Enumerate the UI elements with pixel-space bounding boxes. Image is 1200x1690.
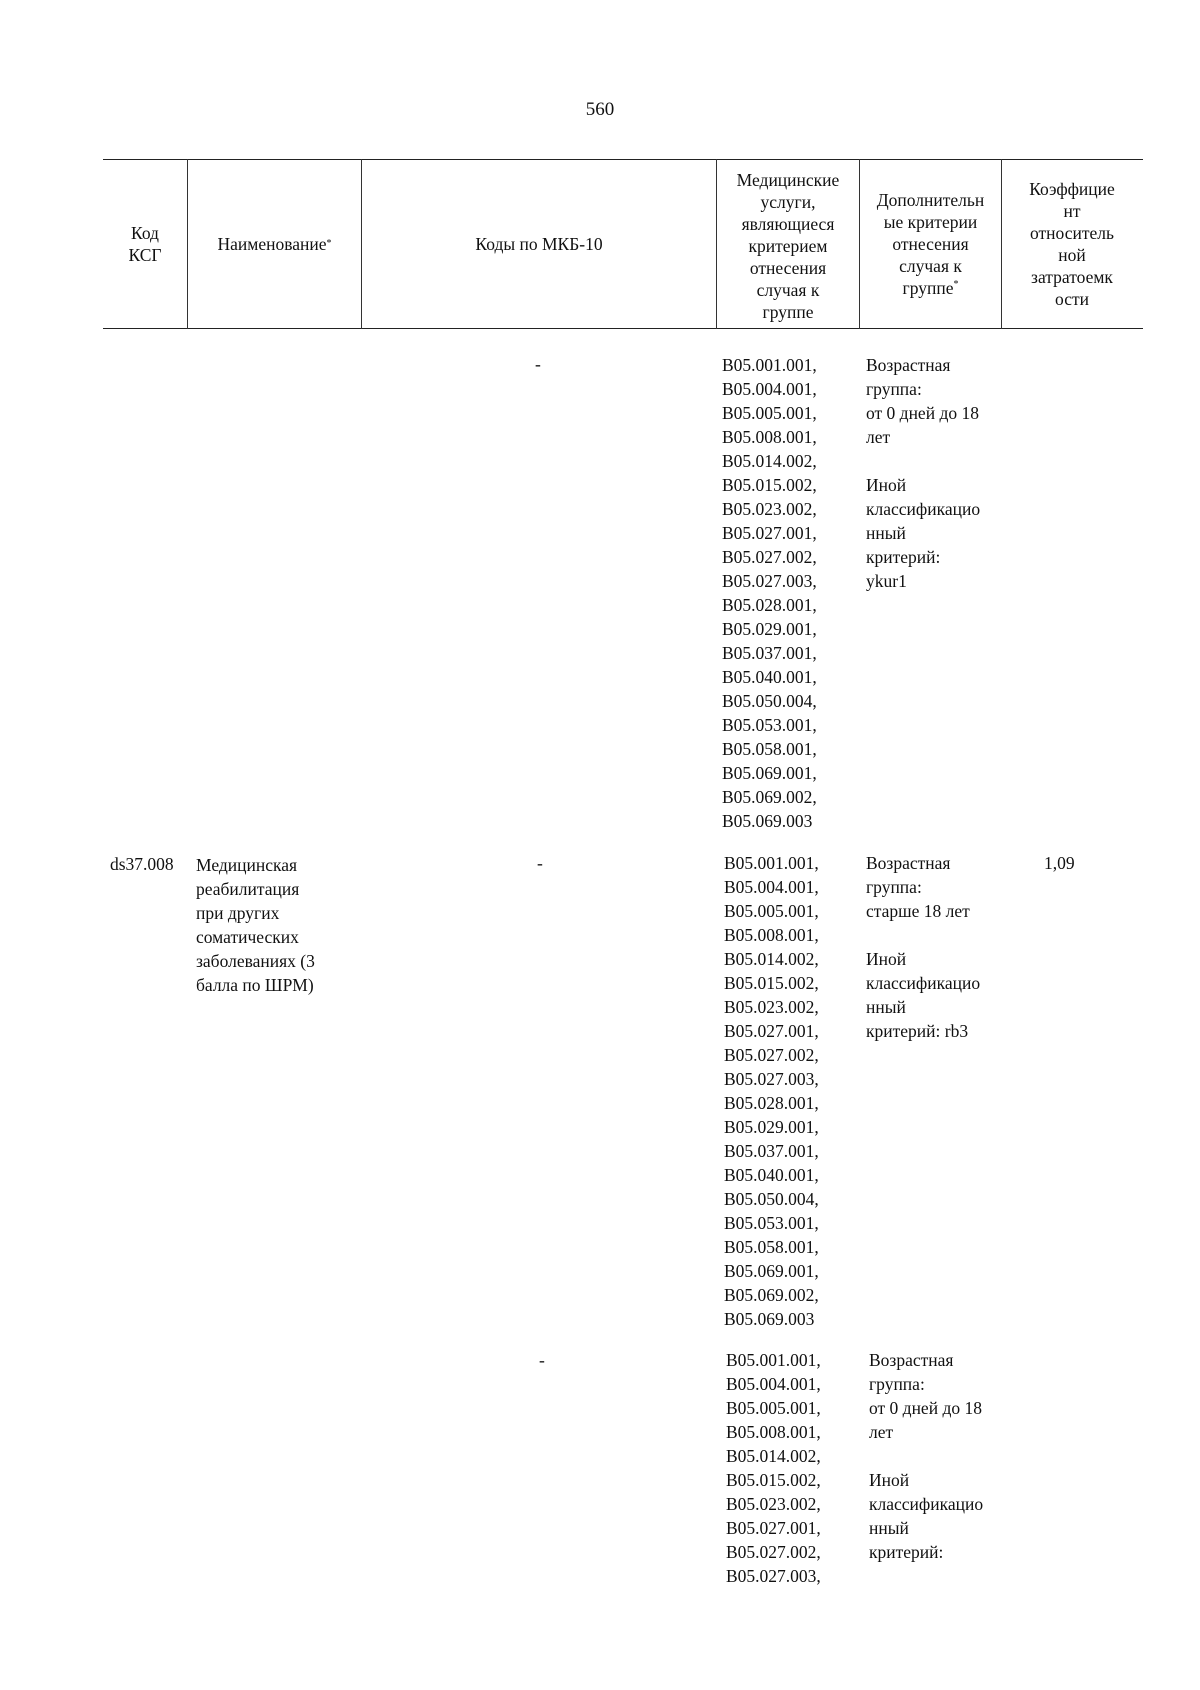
header-code — [103, 161, 187, 327]
row-services: B05.001.001, B05.004.001, B05.005.001, B05.008.001, B05.014.002, B05.015.002, B05.023.002, B05.027.001, B05.027.002, B05.027.003, — [726, 1350, 821, 1586]
row-name: Медицинская реабилитация при других соматических заболеваниях (3 балла по ШРМ) — [196, 855, 315, 995]
row-icd: - — [535, 354, 541, 374]
header-name-text: Наименование — [217, 234, 327, 254]
header-extra-text: Дополнительн ые критерии отнесения случая к группе — [876, 190, 985, 298]
header-icd-text: Коды по МКБ-10 — [475, 234, 603, 254]
header-coef — [1002, 161, 1142, 327]
row-extra: Возрастная группа: старше 18 лет Иной классификацио нный критерий: rb3 — [866, 853, 981, 1041]
row-icd: - — [537, 853, 543, 873]
header-bottom-border — [103, 328, 1143, 329]
header-extra — [860, 161, 1001, 327]
header-name: Наименование * — [217, 234, 332, 254]
header-code-text: Код КСГ — [128, 223, 162, 265]
header-top-border — [103, 159, 1143, 160]
row-services: B05.001.001, B05.004.001, B05.005.001, B05.008.001, B05.014.002, B05.015.002, B05.023.002, B05.027.001, B05.027.002, B05.027.003, B05.028.001, B05.029.001, B05.037.001, B05.040.001, B05.050.004, B05.053.001, B05.058.001, B05.069.001, B05.069.002, B05.069.003 — [722, 355, 817, 831]
row-code: ds37.008 — [110, 854, 174, 874]
header-services-text: Медицинские услуги, являющиеся критерием отнесения случая к группе — [736, 170, 840, 322]
header-icd — [362, 161, 716, 327]
row-extra: Возрастная группа: от 0 дней до 18 лет Иной классификацио нный критерий: — [869, 1350, 984, 1562]
row-extra: Возрастная группа: от 0 дней до 18 лет Иной классификацио нный критерий: ykur1 — [866, 355, 981, 591]
row-coef: 1,09 — [1044, 853, 1075, 873]
header-coef-text: Коэффицие нт относитель ной затратоемк ости — [1029, 179, 1115, 309]
header-services — [717, 161, 859, 331]
row-services: B05.001.001, B05.004.001, B05.005.001, B05.008.001, B05.014.002, B05.015.002, B05.023.002, B05.027.001, B05.027.002, B05.027.003, B05.028.001, B05.029.001, B05.037.001, B05.040.001, B05.050.004, B05.053.001, B05.058.001, B05.069.001, B05.069.002, B05.069.003 — [724, 853, 819, 1329]
header-extra-mark: * — [953, 279, 959, 291]
page-number: 560 — [585, 99, 615, 120]
row-icd: - — [539, 1350, 545, 1370]
